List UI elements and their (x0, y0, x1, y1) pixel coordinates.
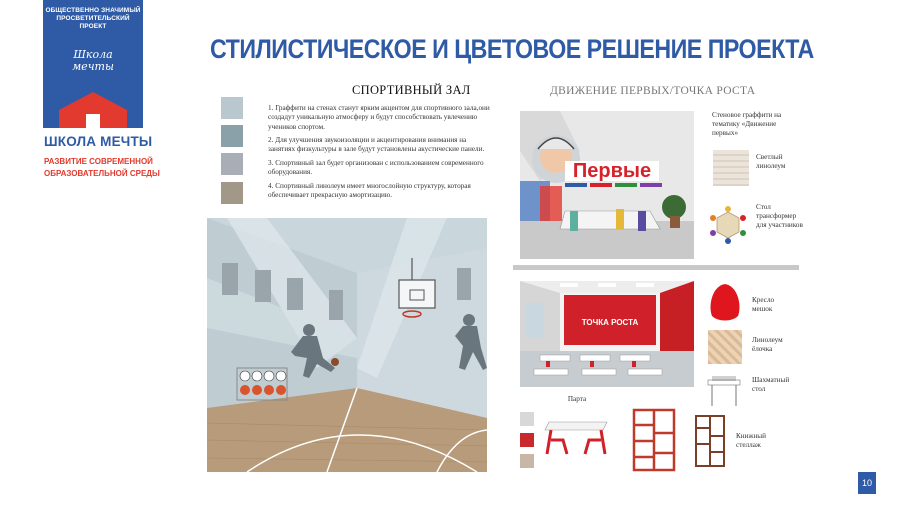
linoleum-light-caption: Светлый линолеум (756, 153, 786, 170)
room-logo-text: ТОЧКА РОСТА (581, 318, 639, 327)
graffiti-caption: Стеновое граффити на тематику «Движение первых» (712, 111, 782, 137)
classroom-render-image (520, 111, 694, 259)
color-swatch (221, 182, 243, 204)
chess-table-caption: Шахматный стол (752, 376, 790, 393)
growth-point-room-image (520, 281, 694, 387)
bean-bag-caption: Кресло мешок (752, 296, 775, 313)
logo-script-text (43, 49, 143, 73)
poster-word: Первые (572, 160, 652, 182)
gym-render-image (207, 218, 487, 472)
chess-table-image (704, 374, 744, 408)
logo-top-text: ОБЩЕСТВЕННО ЗНАЧИМЫЙ ПРОСВЕТИТЕЛЬСКИЙ ПРОЕКТ (45, 7, 141, 30)
gym-section-heading: СПОРТИВНЫЙ ЗАЛ (352, 83, 471, 97)
desk-caption: Парта (567, 395, 587, 403)
logo-title: ШКОЛА МЕЧТЫ (44, 134, 153, 149)
color-swatch (221, 97, 243, 119)
small-color-swatch (520, 454, 534, 468)
color-swatch (221, 153, 243, 175)
project-logo (43, 0, 143, 128)
linoleum-light-swatch (713, 150, 749, 186)
logo-subtitle-line2: ОБРАЗОВАТЕЛЬНОЙ СРЕДЫ (44, 169, 160, 178)
page-number: 10 (858, 472, 876, 494)
gym-note: 3. Спортивный зал будет организован с использованием современного оборудования. (268, 158, 484, 177)
small-color-swatch (520, 433, 534, 447)
bean-bag-image (708, 282, 742, 322)
bookshelf-image (694, 414, 726, 468)
house-icon (59, 92, 127, 128)
movement-section-heading: ДВИЖЕНИЕ ПЕРВЫХ/ТОЧКА РОСТА (550, 85, 756, 97)
logo-subtitle-line1: РАЗВИТИЕ СОВРЕМЕННОЙ (44, 157, 153, 166)
page-title: СТИЛИСТИЧЕСКОЕ И ЦВЕТОВОЕ РЕШЕНИЕ ПРОЕКТА (210, 34, 814, 64)
linoleum-herringbone-swatch (708, 330, 742, 364)
bookshelf-caption: Книжный стеллаж (736, 432, 766, 449)
logo-script-line2: мечты (72, 60, 114, 73)
small-color-swatch (520, 412, 534, 426)
table-transformer-caption: Стол трансформер для участников (756, 203, 803, 229)
red-shelf-image (630, 408, 678, 472)
table-transformer-image (709, 206, 747, 244)
desk-image (543, 410, 613, 458)
gym-note: 4. Спортивный линолеум имеет многослойную структуру, которая обеспечивает прекрасную амортизацию. (268, 181, 471, 199)
logo-subtitle (44, 156, 164, 180)
section-divider (513, 265, 799, 270)
linoleum-herringbone-caption: Линолеум ёлочка (752, 336, 783, 353)
gym-note: 1. Граффити на стенах станут ярким акцентом для спортивного зала,они создадут уникальную атмосферу и будут способствовать увлечению учеников спортом. (268, 104, 490, 131)
logo-script-line1: Школа (73, 48, 113, 61)
color-swatch (221, 125, 243, 147)
gym-note: 2. Для улучшения звукоизоляции и акцентирования внимания на занятиях физкультуры в зале будут установлены акустические панели. (268, 136, 485, 154)
gym-notes (268, 104, 493, 204)
